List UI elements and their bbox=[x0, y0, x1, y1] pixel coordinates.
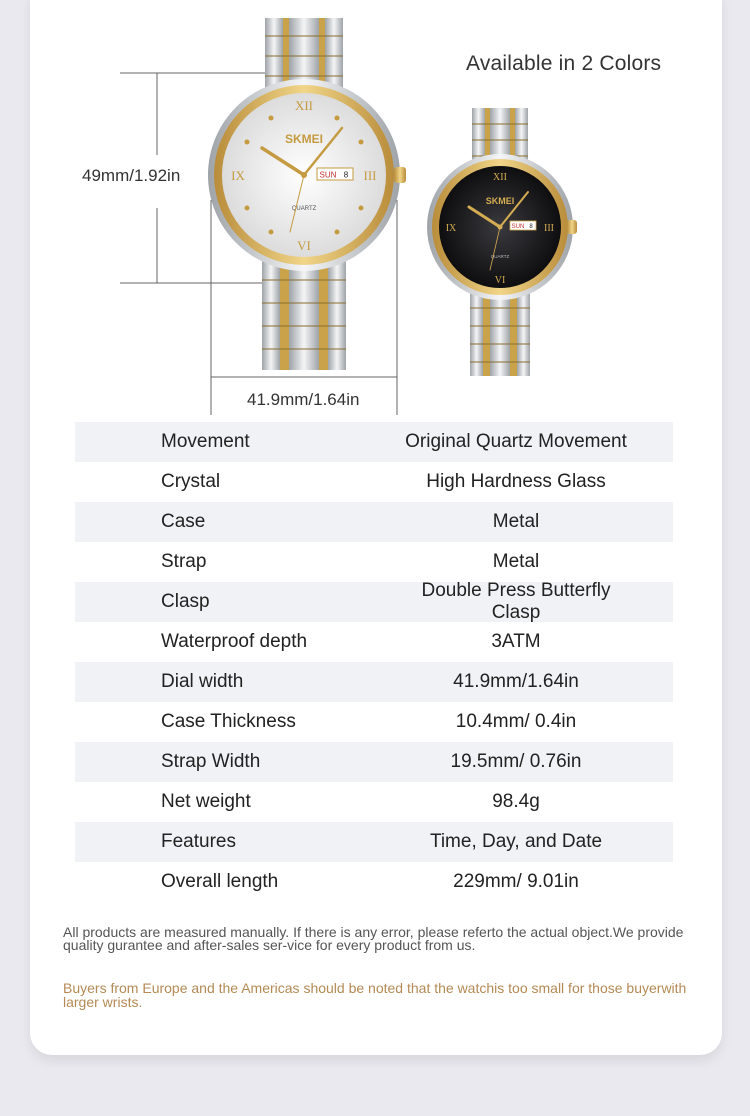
small-watch-dial-text: QUARTZ bbox=[490, 254, 510, 259]
height-dimension-label: 49mm/1.92in bbox=[82, 166, 181, 185]
small-watch-day: SUN bbox=[511, 224, 525, 230]
spec-value: 98.4g bbox=[492, 791, 540, 812]
spec-label: Movement bbox=[161, 431, 250, 452]
spec-label: Strap Width bbox=[161, 751, 261, 772]
spec-label: Case Thickness bbox=[161, 711, 296, 732]
spec-value: Time, Day, and Date bbox=[429, 831, 603, 852]
svg-text:XII: XII bbox=[493, 172, 507, 183]
spec-row-movement bbox=[75, 422, 673, 462]
large-watch-day: SUN bbox=[319, 170, 337, 180]
spec-value: Metal bbox=[492, 511, 540, 532]
size-warning-note: Buyers from Europe and the Americas should be noted that the watchis too small for those buyerwith larger wrists. bbox=[63, 980, 687, 1010]
small-watch bbox=[427, 108, 577, 376]
spec-row-strap bbox=[75, 542, 673, 582]
svg-text:IX: IX bbox=[445, 223, 457, 234]
spec-value: 19.5mm/ 0.76in bbox=[450, 751, 582, 772]
spec-value: 229mm/ 9.01in bbox=[453, 871, 579, 892]
large-watch-lower-band bbox=[262, 255, 346, 370]
spec-table bbox=[75, 422, 673, 902]
spec-row-dial-width bbox=[75, 662, 673, 702]
available-colors-heading: Available in 2 Colors bbox=[466, 52, 662, 75]
svg-text:XII: XII bbox=[294, 98, 314, 113]
large-watch-dial-text: QUARTZ bbox=[291, 206, 317, 212]
spec-label: Overall length bbox=[161, 871, 279, 892]
width-dimension-label: 41.9mm/1.64in bbox=[247, 390, 360, 409]
measurement-note: All products are measured manually. If there is any error, please referto the actual object.We provide quality gurantee and after-sales ser-vice for every product from us. bbox=[63, 924, 684, 953]
spec-row-case bbox=[75, 502, 673, 542]
spec-label: Features bbox=[161, 831, 236, 852]
svg-text:IX: IX bbox=[231, 168, 245, 183]
spec-row-net-weight bbox=[75, 782, 673, 822]
spec-label: Clasp bbox=[161, 591, 210, 612]
large-watch-date: 8 bbox=[343, 170, 349, 180]
spec-row-strap-width bbox=[75, 742, 673, 782]
spec-row-clasp bbox=[75, 582, 673, 622]
spec-row-case-thickness bbox=[75, 702, 673, 742]
spec-label: Crystal bbox=[161, 471, 221, 492]
small-watch-lower-band bbox=[470, 290, 530, 376]
large-watch-brand: SKMEI bbox=[284, 132, 324, 146]
spec-label: Waterproof depth bbox=[161, 631, 308, 652]
spec-value: 3ATM bbox=[491, 631, 541, 652]
spec-label: Dial width bbox=[161, 671, 244, 692]
small-watch-date: 8 bbox=[529, 224, 533, 230]
spec-value: 10.4mm/ 0.4in bbox=[455, 711, 577, 732]
spec-value: Metal bbox=[492, 551, 540, 572]
spec-row-overall-length bbox=[75, 862, 673, 902]
svg-text:III: III bbox=[363, 168, 377, 183]
spec-value: Original Quartz Movement bbox=[405, 431, 627, 452]
small-watch-brand: SKMEI bbox=[485, 196, 515, 206]
spec-label: Case bbox=[161, 511, 206, 532]
svg-text:VI: VI bbox=[297, 238, 311, 253]
spec-row-features bbox=[75, 822, 673, 862]
large-watch bbox=[208, 18, 406, 370]
spec-value: 41.9mm/1.64in bbox=[453, 671, 579, 692]
spec-label: Net weight bbox=[161, 791, 251, 812]
spec-row-crystal bbox=[75, 462, 673, 502]
svg-text:VI: VI bbox=[494, 275, 506, 286]
spec-value: High Hardness Glass bbox=[426, 471, 606, 492]
spec-row-waterproof bbox=[75, 622, 673, 662]
svg-text:III: III bbox=[544, 223, 554, 234]
spec-value: Double Press Butterfly Clasp bbox=[421, 580, 611, 623]
spec-label: Strap bbox=[161, 551, 207, 572]
